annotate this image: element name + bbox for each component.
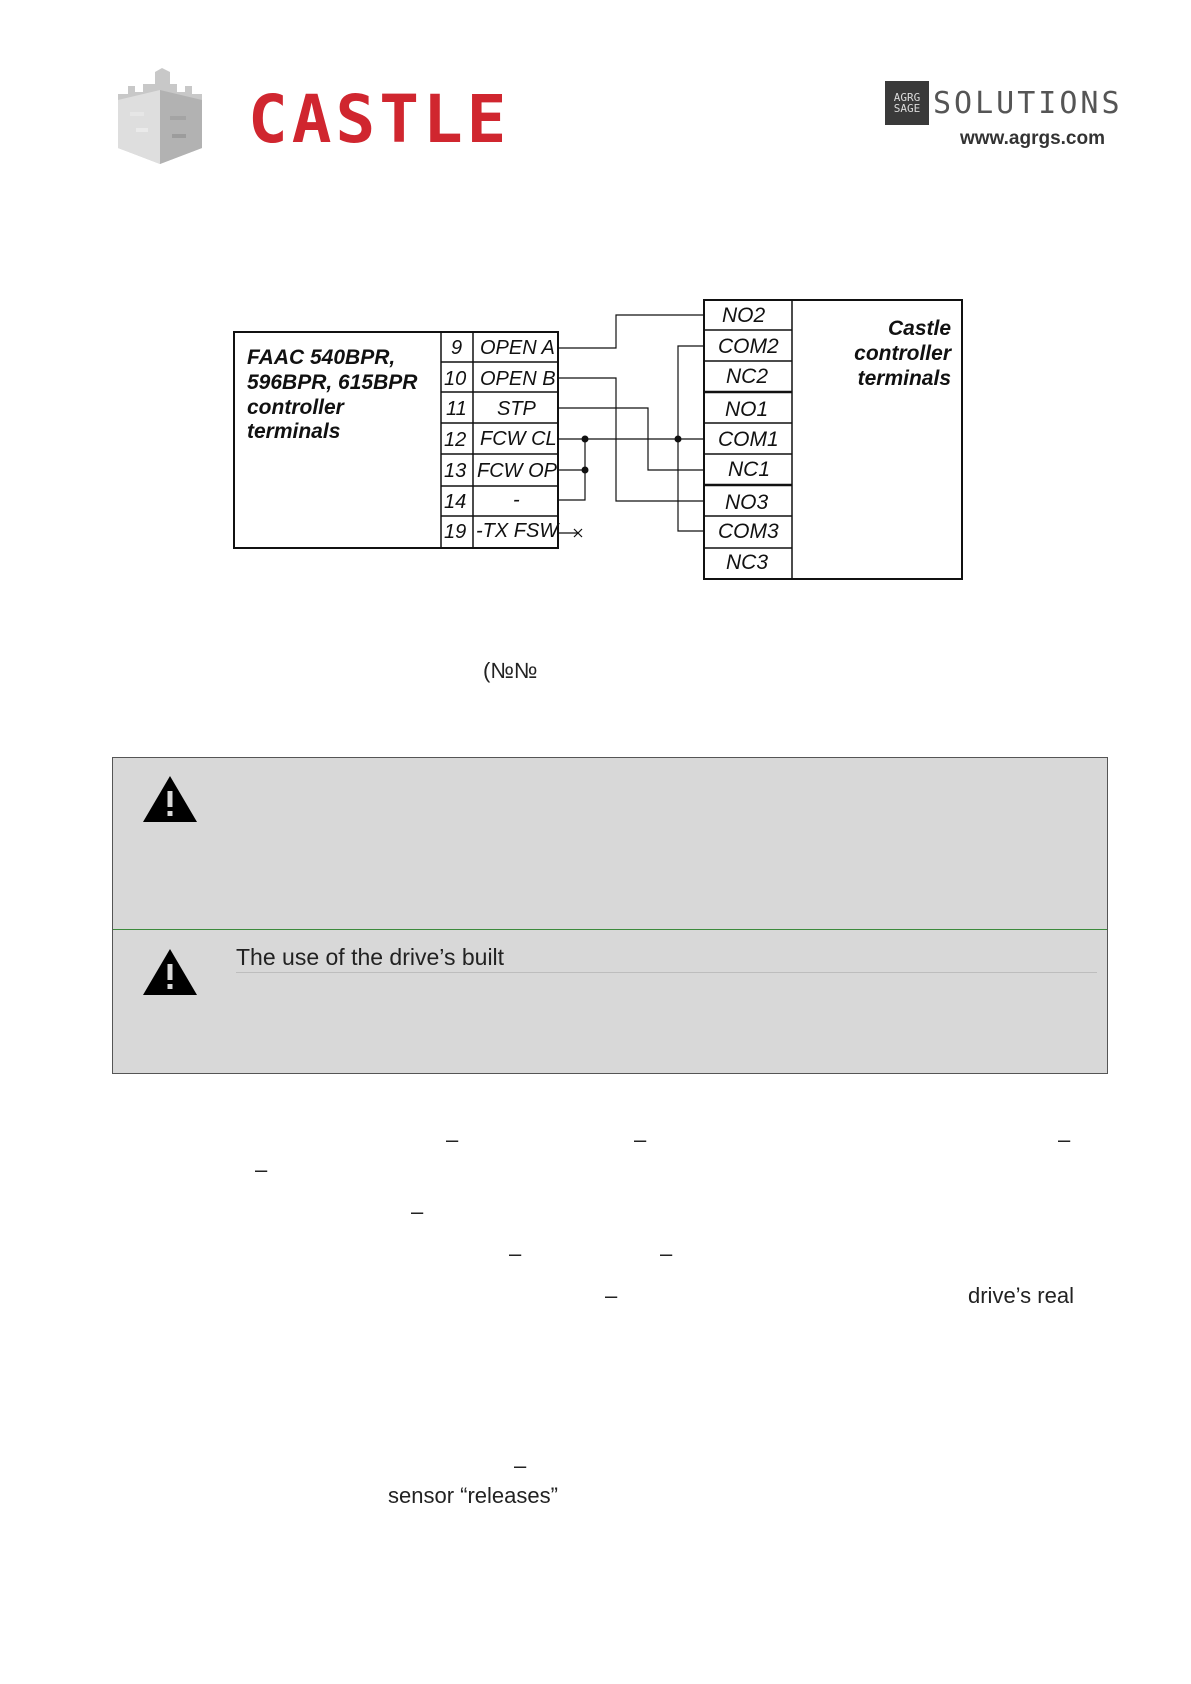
dash-fragment: – [1058, 1127, 1071, 1152]
warning-panel [112, 757, 1108, 1074]
right-terminal-label: NO1 [725, 398, 769, 421]
left-terminal-label: OPEN A [480, 337, 555, 359]
left-terminal-num: 13 [444, 460, 467, 482]
warning-divider [113, 929, 1107, 930]
right-terminal-label: NC3 [726, 551, 769, 574]
left-terminal-label: - [513, 489, 520, 511]
dash-fragment: – [446, 1127, 459, 1152]
left-terminal-label: OPEN B [480, 368, 556, 390]
dash-fragment: – [605, 1283, 618, 1308]
right-terminal-label: NO3 [725, 491, 769, 514]
left-terminal-num: 10 [444, 368, 467, 390]
dash-fragment: – [514, 1453, 527, 1478]
left-terminal-label: FCW CL [480, 428, 557, 450]
dash-fragment: – [660, 1241, 673, 1266]
wiring-diagram [0, 0, 1191, 600]
agrgs-mark-bottom: SAGE [893, 102, 921, 115]
right-terminal-label: NC1 [728, 458, 771, 481]
right-terminal-label: COM2 [718, 335, 779, 358]
junction-dot [675, 436, 682, 443]
solutions-wordmark: SOLUTIONS [933, 86, 1123, 121]
figure-caption: (№№ [483, 658, 538, 683]
agrgs-mark-top: AGRG [893, 91, 921, 104]
warning-icon [141, 774, 199, 824]
website-link[interactable]: www.agrgs.com [960, 128, 1105, 149]
wire-open-a [558, 315, 704, 348]
dash-fragment: – [255, 1157, 268, 1182]
dash-fragment: – [634, 1127, 647, 1152]
left-terminal-num: 14 [444, 491, 467, 513]
brand-name: CASTLE [248, 81, 511, 158]
left-terminal-num: 9 [451, 337, 463, 359]
dash-fragment: – [411, 1199, 424, 1224]
right-terminal-label: COM3 [718, 520, 779, 543]
junction-dot [582, 436, 589, 443]
faac-title-line-4: terminals [247, 420, 341, 443]
warning-icon [141, 947, 199, 997]
faac-title-line-3: controller [247, 396, 344, 419]
right-terminal-label: COM1 [718, 428, 779, 451]
body-fragment: drive’s real [968, 1283, 1074, 1308]
castle-title-line-2: controller [854, 342, 951, 365]
warning-text: The use of the drive’s built [236, 944, 505, 970]
left-terminal-label: FCW OP [477, 460, 557, 482]
left-terminal-num: 12 [444, 429, 467, 451]
warning-underline [236, 972, 1097, 973]
right-terminal-label: NO2 [722, 304, 766, 327]
dash-fragment: – [509, 1241, 522, 1266]
faac-title-line-1: FAAC 540BPR, [247, 346, 396, 369]
body-fragment: sensor “releases” [388, 1483, 558, 1508]
junction-dot [582, 467, 589, 474]
left-terminal-num: 19 [444, 521, 467, 543]
castle-title-line-3: terminals [857, 367, 951, 390]
left-terminal-label: -TX FSW [476, 520, 559, 542]
left-terminal-num: 11 [446, 398, 467, 420]
castle-title-line-1: Castle [887, 317, 951, 340]
left-terminal-label: STP [497, 398, 536, 420]
right-terminal-label: NC2 [726, 365, 769, 388]
faac-title-line-2: 596BPR, 615BPR [247, 371, 418, 394]
